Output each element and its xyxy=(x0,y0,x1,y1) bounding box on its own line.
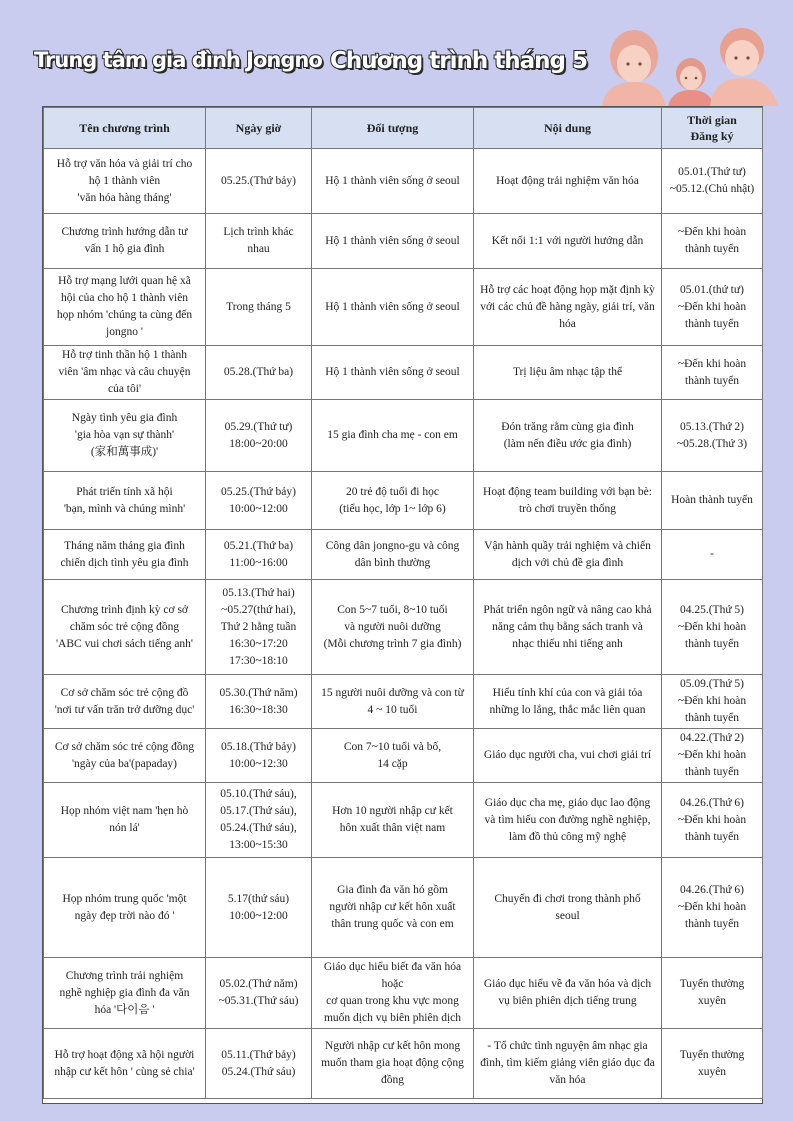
cell-line: ngày đẹp trời nào đó ' xyxy=(74,909,175,922)
cell-line: Trong tháng 5 xyxy=(226,300,291,313)
cell-line: 05.17.(Thứ sáu), xyxy=(220,805,297,817)
header-register-line-1: Thời gian xyxy=(687,113,737,127)
cell-line: viên 'âm nhạc và câu chuyện xyxy=(58,366,191,378)
cell-name xyxy=(44,958,206,1029)
cell-line: dịch với chủ đề gia đình xyxy=(511,556,624,569)
cell-line: ~05.27(thứ hai), xyxy=(221,603,296,616)
family-illustration-icon xyxy=(594,14,790,106)
cell-line: Tháng năm tháng gia đình xyxy=(64,539,185,552)
table-row xyxy=(44,783,763,858)
cell-line: thành tuyển xyxy=(685,374,739,387)
cell-line: Hơn 10 người nhập cư kết xyxy=(332,805,453,817)
cell-content xyxy=(474,1029,662,1099)
cell-line: hoặc xyxy=(381,978,404,990)
cell-line: 05.28.(Thứ ba) xyxy=(223,366,294,378)
cell-line: 16:30~17:20 xyxy=(229,637,288,650)
cell-line: chăm sóc trẻ cộng đồng xyxy=(69,620,180,633)
cell-name xyxy=(44,783,206,858)
cell-register xyxy=(662,400,763,472)
page-header xyxy=(0,0,793,105)
cell-target xyxy=(312,958,474,1029)
cell-line: ~Đến khi hoàn xyxy=(677,813,747,826)
cell-line: 'văn hóa hàng tháng' xyxy=(77,191,172,204)
cell-register xyxy=(662,783,763,858)
cell-line: 10:00~12:00 xyxy=(229,909,288,922)
cell-line: 5.17(thứ sáu) xyxy=(227,892,290,905)
cell-content xyxy=(474,858,662,958)
cell-line: nhập cư kết hôn ' cùng sẻ chia' xyxy=(54,1065,195,1078)
cell-name xyxy=(44,472,206,530)
cell-line: (làm nến điều ước gia đình) xyxy=(503,437,632,450)
cell-line: - Tổ chức tình nguyện âm nhạc gia xyxy=(487,1040,648,1052)
cell-line: Giáo dục hiểu về đa văn hóa và dịch xyxy=(483,978,652,990)
cell-date xyxy=(206,269,312,346)
cell-line: Con 5~7 tuổi, 8~10 tuổi xyxy=(337,603,448,616)
cell-line: Hoàn thành tuyển xyxy=(671,494,753,506)
table-row xyxy=(44,530,763,580)
cell-target xyxy=(312,858,474,958)
cell-target xyxy=(312,783,474,858)
cell-register xyxy=(662,675,763,729)
cell-line: Giáo dục người cha, vui chơi giải trí xyxy=(483,749,652,761)
cell-target xyxy=(312,214,474,269)
table-row xyxy=(44,214,763,269)
cell-content xyxy=(474,400,662,472)
header-target: Đối tượng xyxy=(312,108,474,149)
cell-name xyxy=(44,580,206,675)
cell-line: Phát triển ngôn ngữ và nâng cao khả xyxy=(483,603,652,616)
cell-name xyxy=(44,214,206,269)
cell-line: Người nhập cư kết hôn mong xyxy=(324,1040,461,1052)
program-table-container xyxy=(42,106,763,1104)
cell-content xyxy=(474,580,662,675)
cell-line: ~Đến khi hoàn xyxy=(677,357,747,370)
cell-line: 15 gia đình cha mẹ - con em xyxy=(327,429,458,441)
cell-line: 18:00~20:00 xyxy=(229,437,288,450)
cell-name xyxy=(44,530,206,580)
cell-content xyxy=(474,958,662,1029)
cell-content xyxy=(474,530,662,580)
table-row xyxy=(44,400,763,472)
cell-name xyxy=(44,269,206,346)
cell-register xyxy=(662,472,763,530)
cell-line: 05.25.(Thứ bảy) xyxy=(221,485,296,498)
cell-line: xuyên xyxy=(697,995,727,1007)
cell-line: với các chủ đề hàng ngày, giải trí, văn xyxy=(480,300,655,313)
table-row xyxy=(44,675,763,729)
cell-line: Cơ sở chăm sóc trẻ cộng đồng xyxy=(54,740,195,753)
cell-line: 05.02.(Thứ năm) xyxy=(219,978,298,990)
cell-line: Lịch trình khác xyxy=(223,226,294,238)
cell-line: 13:00~15:30 xyxy=(229,839,288,851)
cell-date xyxy=(206,858,312,958)
cell-date xyxy=(206,346,312,400)
cell-line: 16:30~18:30 xyxy=(229,703,288,716)
cell-target xyxy=(312,580,474,675)
cell-line: thành tuyển xyxy=(685,918,739,930)
org-title: Trung tâm gia đình Jongno xyxy=(34,48,322,72)
table-header-row xyxy=(44,108,763,149)
program-table xyxy=(43,107,763,1099)
cell-line: Giáo dục cha mẹ, giáo dục lao động xyxy=(484,796,651,809)
cell-line: (家和萬事成)' xyxy=(90,446,159,458)
cell-line: 05.30.(Thứ năm) xyxy=(219,686,298,699)
cell-line: trò chơi truyền thống xyxy=(518,502,617,515)
cell-line: 14 cặp xyxy=(377,757,408,770)
header-content: Nội dung xyxy=(474,108,662,149)
cell-content xyxy=(474,346,662,400)
cell-line: năng cảm thụ bằng sách tranh và xyxy=(492,620,643,633)
cell-line: muốn dịch vụ biên phiên dịch xyxy=(323,1012,462,1024)
cell-date xyxy=(206,472,312,530)
table-row xyxy=(44,346,763,400)
cell-line: 'ngày của ba'(papaday) xyxy=(71,757,178,770)
cell-line: ~05.31.(Thứ sáu) xyxy=(218,995,299,1007)
cell-content xyxy=(474,214,662,269)
cell-name xyxy=(44,400,206,472)
cell-line: thành tuyển xyxy=(685,712,739,724)
cell-line: (Mỗi chương trình 7 gia đình) xyxy=(323,637,462,650)
cell-line: 05.01.(thứ tư) xyxy=(680,283,744,296)
cell-line: ~Đến khi hoàn xyxy=(677,300,747,313)
cell-line: hóa xyxy=(559,317,576,330)
program-title: Chương trình tháng 5 xyxy=(330,48,587,74)
cell-line: đồng xyxy=(381,1074,404,1086)
cell-line: vụ biên phiên dịch tiếng trung xyxy=(498,995,637,1007)
cell-target xyxy=(312,269,474,346)
cell-line: Công dân jongno-gu và công xyxy=(325,539,460,552)
cell-date xyxy=(206,400,312,472)
cell-line: Hỗ trợ các hoạt động họp mặt định kỳ xyxy=(480,283,655,296)
cell-line: Hoạt động team building với bạn bè: xyxy=(483,485,652,498)
cell-target xyxy=(312,472,474,530)
cell-content xyxy=(474,149,662,214)
cell-line: 05.13.(Thứ hai) xyxy=(222,586,295,599)
cell-line: Giáo dục hiểu biết đa văn hóa xyxy=(323,961,462,973)
cell-line: chiến dịch tình yêu gia đình xyxy=(60,556,189,569)
cell-line: Vận hành quầy trải nghiệm và chiến xyxy=(484,539,651,552)
cell-line: 05.24.(Thứ sáu), xyxy=(220,822,297,834)
cell-line: ~Đến khi hoàn xyxy=(677,620,747,633)
cell-register xyxy=(662,958,763,1029)
cell-date xyxy=(206,675,312,729)
cell-line: Hỗ trợ tinh thần hộ 1 thành xyxy=(62,349,187,361)
cell-line: 05.18.(Thứ bảy) xyxy=(221,740,296,753)
cell-line: ~05.12.(Chủ nhật) xyxy=(669,183,755,195)
cell-line: 05.21.(Thứ ba) xyxy=(223,539,294,552)
cell-line: Hộ 1 thành viên sống ở seoul xyxy=(325,366,460,378)
cell-register xyxy=(662,530,763,580)
table-row xyxy=(44,580,763,675)
cell-line: Đón trăng rằm cùng gia đình xyxy=(501,420,634,433)
cell-line: Kết nối 1:1 với người hướng dẫn xyxy=(491,234,644,247)
cell-name xyxy=(44,858,206,958)
cell-line: Trị liệu âm nhạc tập thể xyxy=(512,366,623,378)
table-row xyxy=(44,729,763,783)
cell-line: 17:30~18:10 xyxy=(229,654,288,667)
cell-line: 05.24.(Thứ sáu) xyxy=(221,1065,296,1078)
cell-line: Tuyển thường xyxy=(679,978,745,990)
cell-line: Chương trình hướng dẫn tư xyxy=(61,226,188,238)
header-date: Ngày giờ xyxy=(206,108,312,149)
cell-name xyxy=(44,149,206,214)
cell-register xyxy=(662,580,763,675)
cell-register xyxy=(662,729,763,783)
cell-line: Hỗ trợ mạng lưới quan hệ xã xyxy=(58,275,191,287)
cell-line: và người nuôi dưỡng xyxy=(344,620,441,633)
cell-target xyxy=(312,400,474,472)
cell-line: jongno ' xyxy=(106,326,143,338)
cell-line: hóa '다이음 ' xyxy=(94,1003,155,1016)
cell-line: 04.25.(Thứ 5) xyxy=(679,603,745,616)
cell-name xyxy=(44,1029,206,1099)
cell-target xyxy=(312,346,474,400)
cell-line: Hiểu tính khí của con và giải tỏa xyxy=(492,686,643,699)
cell-line: ~Đến khi hoàn xyxy=(677,226,747,238)
cell-target xyxy=(312,675,474,729)
cell-line: Cơ sở chăm sóc trẻ cộng đồ xyxy=(60,686,189,699)
table-body xyxy=(44,149,763,1099)
cell-content xyxy=(474,675,662,729)
cell-line: 05.09.(Thứ 5) xyxy=(679,678,745,690)
cell-line: Họp nhóm trung quốc 'một xyxy=(62,892,187,905)
cell-line: làm đồ thủ công mỹ nghệ xyxy=(508,830,627,843)
cell-register xyxy=(662,269,763,346)
cell-line: 04.26.(Thứ 6) xyxy=(679,796,745,809)
cell-name xyxy=(44,729,206,783)
cell-content xyxy=(474,729,662,783)
cell-target xyxy=(312,729,474,783)
header-name: Tên chương trình xyxy=(44,108,206,149)
cell-line: (tiểu học, lớp 1~ lớp 6) xyxy=(339,502,446,515)
cell-line: Hộ 1 thành viên sống ở seoul xyxy=(325,300,460,313)
cell-line: 11:00~16:00 xyxy=(229,556,288,569)
cell-line: 15 người nuôi dưỡng và con từ xyxy=(321,686,464,699)
cell-line: nhạc thiếu nhi tiếng anh xyxy=(512,637,623,650)
header-register xyxy=(662,108,763,149)
cell-line: Hỗ trợ hoạt động xã hội người xyxy=(54,1048,195,1061)
cell-line: Phát triển tính xã hội xyxy=(76,485,173,498)
header-register-line-2: Đăng ký xyxy=(690,129,734,143)
cell-line: 4 ~ 10 tuổi xyxy=(367,703,418,716)
cell-date xyxy=(206,530,312,580)
cell-line: 05.11.(Thứ bảy) xyxy=(221,1048,296,1061)
cell-content xyxy=(474,472,662,530)
cell-line: và tìm hiểu con đường nghề nghiệp, xyxy=(484,813,651,826)
cell-register xyxy=(662,1029,763,1099)
cell-line: Họp nhóm việt nam 'hẹn hò xyxy=(60,805,189,817)
cell-line: xuyên xyxy=(697,1065,727,1078)
cell-register xyxy=(662,149,763,214)
cell-name xyxy=(44,346,206,400)
cell-line: đình, tìm kiếm giảng viên giáo dục đa xyxy=(480,1057,655,1069)
cell-line: 'gia hòa vạn sự thành' xyxy=(74,429,175,441)
cell-line: thành tuyển xyxy=(685,243,739,255)
cell-line: Thứ 2 hằng tuần xyxy=(220,620,297,633)
cell-line: 05.25.(Thứ bảy) xyxy=(221,174,296,187)
cell-line: những lo lắng, thắc mắc liên quan xyxy=(489,703,646,716)
table-row xyxy=(44,1029,763,1099)
cell-line: 05.13.(Thứ 2) xyxy=(679,420,745,433)
cell-target xyxy=(312,149,474,214)
cell-line: thành tuyển xyxy=(685,637,739,650)
table-row xyxy=(44,149,763,214)
cell-line: Chương trình định kỳ cơ sở xyxy=(60,603,189,616)
cell-line: 05.10.(Thứ sáu), xyxy=(220,788,297,800)
cell-line: của tôi' xyxy=(107,383,142,395)
cell-line: 'ABC vui chơi sách tiếng anh' xyxy=(55,637,194,650)
cell-line: Chuyến đi chơi trong thành phố xyxy=(494,892,641,905)
cell-line: 10:00~12:30 xyxy=(229,757,288,770)
cell-line: thành tuyển xyxy=(685,317,739,330)
cell-line: Hoạt động trải nghiệm văn hóa xyxy=(496,174,639,187)
cell-line: Tuyển thường xyxy=(679,1048,745,1061)
cell-line: seoul xyxy=(555,909,580,922)
cell-name xyxy=(44,675,206,729)
cell-line: Ngày tình yêu gia đình xyxy=(71,412,178,424)
cell-line: dân bình thường xyxy=(354,556,431,569)
cell-date xyxy=(206,1029,312,1099)
cell-line: Chương trình trải nghiệm xyxy=(65,969,184,982)
cell-line: ~Đến khi hoàn xyxy=(677,749,747,761)
table-row xyxy=(44,269,763,346)
cell-line: họp nhóm 'chúng ta cùng đến xyxy=(56,309,193,321)
cell-line: hôn xuất thân việt nam xyxy=(339,822,446,834)
cell-content xyxy=(474,783,662,858)
cell-line: 'bạn, mình và chúng mình' xyxy=(63,502,186,515)
cell-register xyxy=(662,858,763,958)
cell-date xyxy=(206,783,312,858)
cell-line: thành tuyển xyxy=(685,830,739,843)
cell-line: thân trung quốc và con em xyxy=(331,918,454,930)
table-row xyxy=(44,472,763,530)
cell-line: 04.22.(Thứ 2) xyxy=(679,732,745,744)
cell-line: 10:00~12:00 xyxy=(229,502,288,515)
cell-line: thành tuyển xyxy=(685,766,739,778)
cell-line: ~Đến khi hoàn xyxy=(677,695,747,707)
cell-line: cơ quan trong khu vực mong xyxy=(326,995,459,1007)
table-row xyxy=(44,958,763,1029)
cell-target xyxy=(312,530,474,580)
cell-line: 05.29.(Thứ tư) xyxy=(224,420,293,433)
cell-date xyxy=(206,958,312,1029)
cell-line: hội của cho hộ 1 thành viên xyxy=(60,292,189,304)
cell-register xyxy=(662,346,763,400)
cell-line: văn hóa xyxy=(549,1074,586,1086)
cell-date xyxy=(206,580,312,675)
cell-line: nón lá' xyxy=(109,822,140,834)
cell-date xyxy=(206,729,312,783)
cell-line: 04.26.(Thứ 6) xyxy=(679,884,745,896)
cell-date xyxy=(206,149,312,214)
cell-target xyxy=(312,1029,474,1099)
cell-line: Hộ 1 thành viên sống ở seoul xyxy=(325,234,460,247)
cell-line: 'nơi tư vấn trăn trở dưỡng dục' xyxy=(54,703,195,716)
cell-line: Gia đình đa văn hó gồm xyxy=(337,884,448,896)
cell-line: 05.01.(Thứ tư) xyxy=(678,166,746,178)
cell-line: ~Đến khi hoàn xyxy=(677,901,747,913)
cell-line: nhau xyxy=(247,243,270,255)
cell-line: hộ 1 thành viên xyxy=(88,174,161,187)
cell-line: - xyxy=(710,548,714,560)
cell-line: Hỗ trợ văn hóa và giải trí cho xyxy=(56,157,193,170)
cell-line: 20 trẻ độ tuổi đi học xyxy=(346,485,439,498)
cell-content xyxy=(474,269,662,346)
cell-line: Con 7~10 tuổi và bố, xyxy=(343,740,442,753)
cell-line: người nhập cư kết hôn xuất xyxy=(329,901,456,913)
table-row xyxy=(44,858,763,958)
cell-line: muốn tham gia hoạt động cộng xyxy=(321,1057,464,1069)
cell-line: ~05.28.(Thứ 3) xyxy=(676,437,748,450)
cell-register xyxy=(662,214,763,269)
cell-date xyxy=(206,214,312,269)
cell-line: vấn 1 hộ gia đình xyxy=(84,243,165,255)
cell-line: nghề nghiệp gia đình đa văn xyxy=(59,986,190,999)
cell-line: Hộ 1 thành viên sống ở seoul xyxy=(325,174,460,187)
